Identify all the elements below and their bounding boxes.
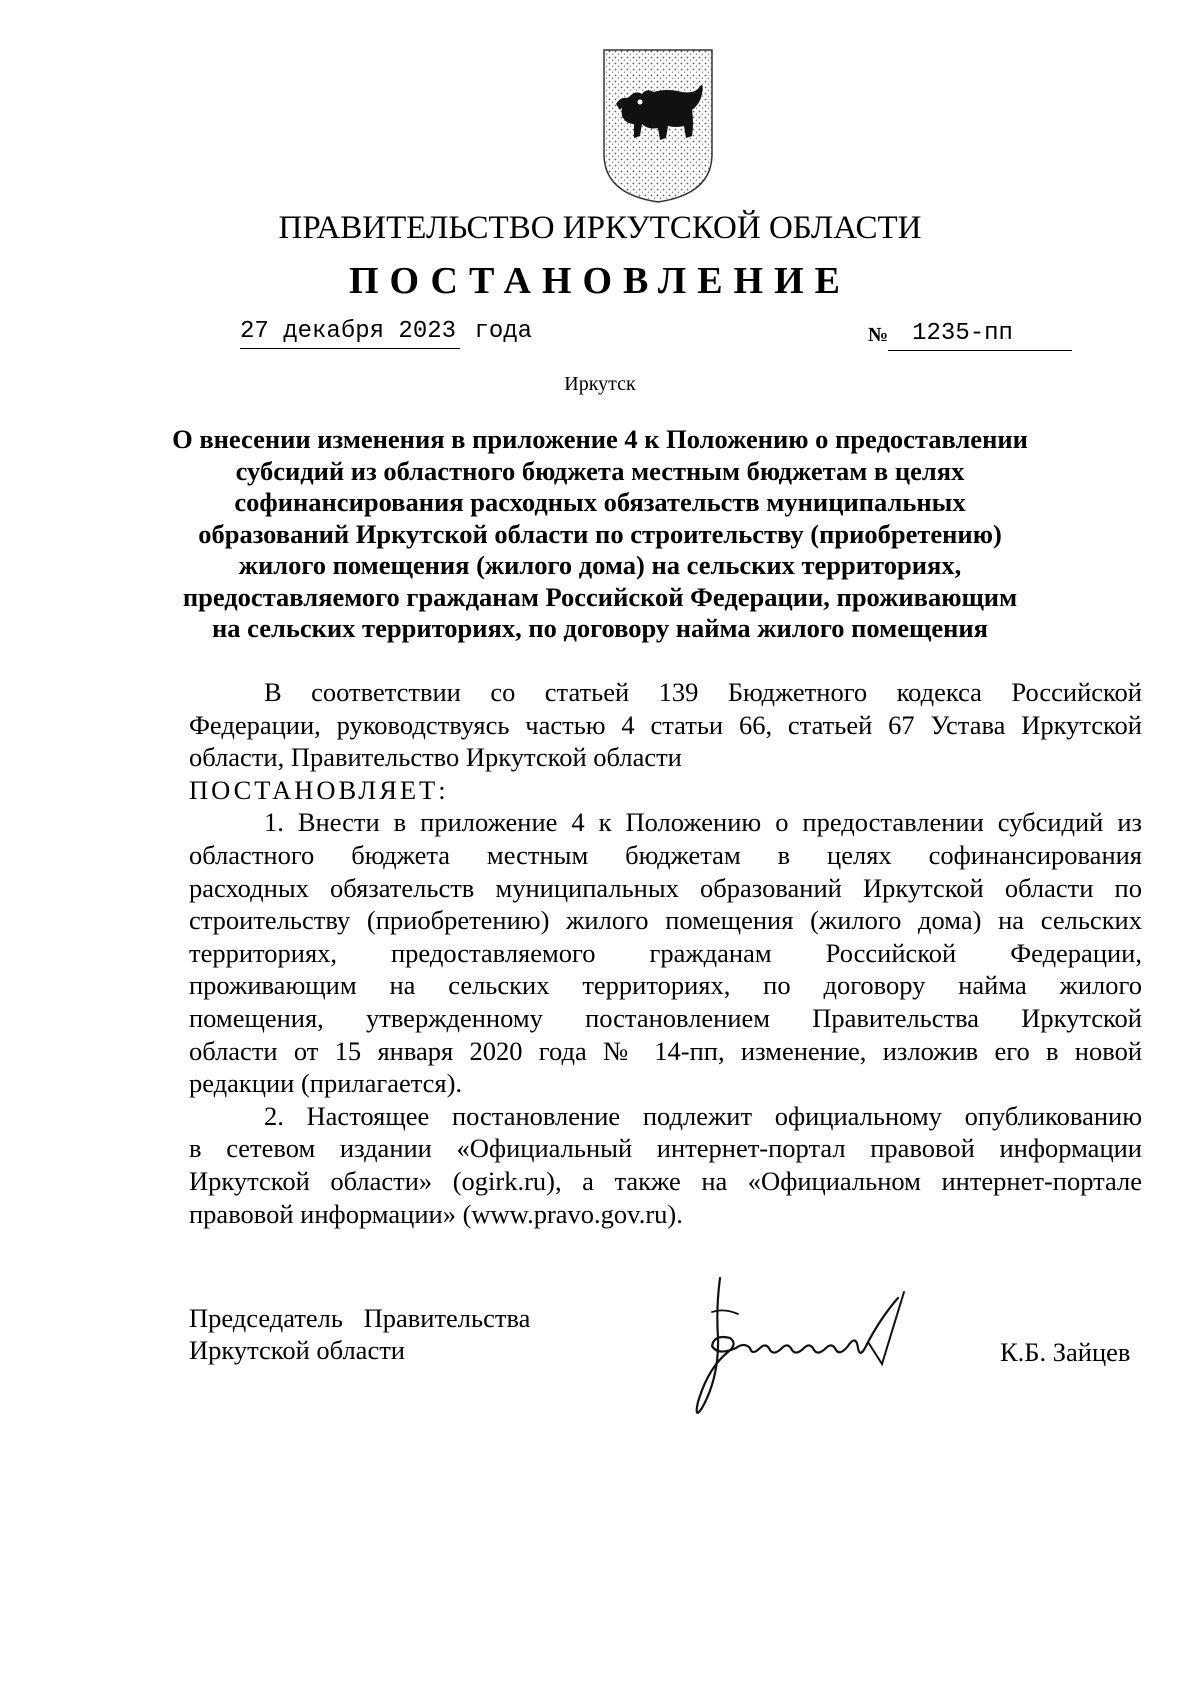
handwritten-signature-icon <box>672 1268 932 1428</box>
document-body <box>189 676 1142 1230</box>
signer-title-line: Иркутской области <box>189 1335 405 1365</box>
organization-name: ПРАВИТЕЛЬСТВО ИРКУТСКОЙ ОБЛАСТИ <box>278 210 922 246</box>
coat-of-arms-icon <box>596 44 720 206</box>
title-line: софинансирования расходных обязательств муниципальных <box>234 487 966 517</box>
body-line: территориях, предоставляемого гражданам Российской Федерации, <box>189 937 1142 968</box>
title-line: предоставляемого гражданам Российской Федерации, проживающим <box>182 581 1018 612</box>
body-line: правовой информации» (www.pravo.gov.ru). <box>189 1198 683 1229</box>
body-line: областного бюджета местным бюджетам в целях софинансирования <box>189 839 1142 870</box>
signer-title-line: Председатель Правительства <box>189 1303 531 1333</box>
body-line: помещения, утвержденному постановлением Правительства Иркутской <box>189 1002 1142 1033</box>
body-line: области от 15 января 2020 года № 14-пп, изменение, изложив его в новой <box>189 1035 1142 1066</box>
document-type: ПОСТАНОВЛЕНИЕ <box>348 260 852 302</box>
body-line: в сетевом издании «Официальный интернет-портал правовой информации <box>189 1133 1142 1164</box>
title-line: жилого помещения (жилого дома) на сельских территориях, <box>238 550 962 580</box>
body-line: области, Правительство Иркутской области <box>189 742 682 773</box>
signer-name: К.Б. Зайцев <box>1000 1337 1131 1367</box>
number-value: 1235-пп <box>888 318 1072 351</box>
body-line: расходных обязательств муниципальных образований Иркутской области по <box>189 872 1142 903</box>
document-date <box>240 316 532 349</box>
body-line: Иркутской области» (ogirk.ru), а также на «Официальном интернет-портале <box>189 1165 1142 1196</box>
title-line: О внесении изменения в приложение 4 к Положению о предоставлении <box>172 424 1028 454</box>
city-name: Иркутск <box>564 373 636 395</box>
body-line: 1. Внести в приложение 4 к Положению о предоставлении субсидий из <box>264 807 1142 838</box>
title-line: субсидий из областного бюджета местным бюджетам в целях <box>235 455 965 486</box>
title-line: образований Иркутской области по строительству (приобретению) <box>198 518 1002 549</box>
date-value: 27 декабря 2023 <box>240 316 460 349</box>
body-line: Федерации, руководствуясь частью 4 статьи 66, статьей 67 Устава Иркутской <box>189 709 1142 740</box>
document-number <box>868 316 1072 351</box>
date-suffix: года <box>474 318 533 345</box>
title-line: на сельских территориях, по договору найма жилого помещения <box>212 613 988 643</box>
document-title <box>150 424 1050 645</box>
resolves-heading: ПОСТАНОВЛЯЕТ: <box>189 774 449 805</box>
body-line: строительству (приобретению) жилого помещения (жилого дома) на сельских <box>189 905 1142 936</box>
body-line: редакции (прилагается). <box>189 1068 463 1099</box>
signer-title <box>189 1302 530 1366</box>
body-line: проживающим на сельских территориях, по договору найма жилого <box>189 970 1142 1001</box>
body-line: В соответствии со статьей 139 Бюджетного кодекса Российской <box>264 677 1142 707</box>
body-line: 2. Настоящее постановление подлежит официальному опубликованию <box>264 1100 1142 1131</box>
number-sign: № <box>868 324 889 346</box>
